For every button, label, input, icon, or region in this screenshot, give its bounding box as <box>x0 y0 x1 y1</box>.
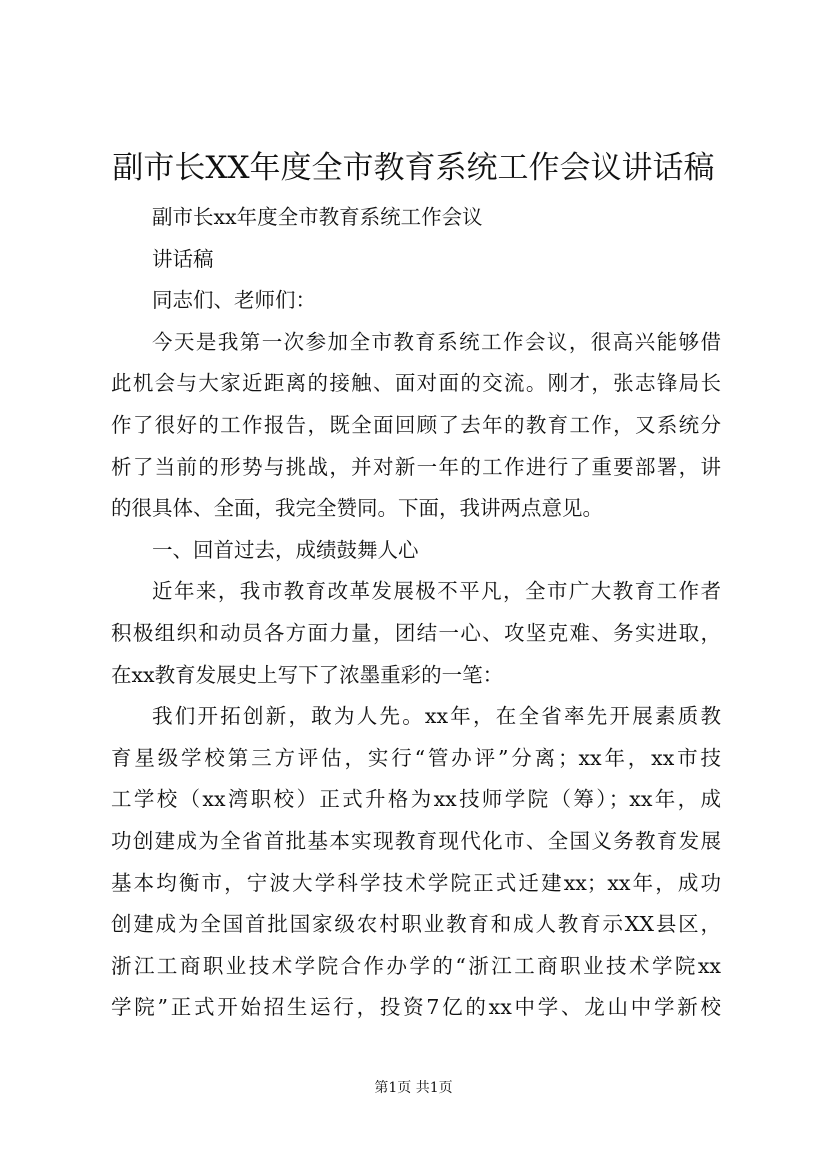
body-line: 基本均衡市，宁波大学科学技术学院正式迁建xx；xx年，成功 <box>111 870 721 895</box>
body-line: 我们开拓创新，敢为人先。xx年，在全省率先开展素质教 <box>152 704 721 729</box>
document-body <box>111 197 721 1029</box>
document-title: 副市长XX年度全市教育系统工作会议讲话稿 <box>112 150 715 186</box>
section-heading: 一、回首过去，成绩鼓舞人心 <box>152 537 419 562</box>
body-line: 析了当前的形势与挑战，并对新一年的工作进行了重要部署，讲 <box>111 454 721 479</box>
body-line: 创建成为全国首批国家级农村职业教育和成人教育示XX县区， <box>111 912 721 937</box>
body-line: 工学校（xx湾职校）正式升格为xx技师学院（筹）；xx年，成 <box>111 787 721 812</box>
body-line: 育星级学校第三方评估，实行“管办评”分离；xx年，xx市技 <box>111 745 721 770</box>
body-line: 浙江工商职业技术学院合作办学的“浙江工商职业技术学院xx <box>111 953 721 978</box>
body-line: 作了很好的工作报告，既全面回顾了去年的教育工作，又系统分 <box>111 412 721 437</box>
body-line: 近年来，我市教育改革发展极不平凡，全市广大教育工作者 <box>152 579 721 604</box>
body-line: 积极组织和动员各方面力量，团结一心、攻坚克难、务实进取， <box>111 620 721 645</box>
page-footer: 第1页 共1页 <box>374 1080 453 1096</box>
body-line: 学院”正式开始招生运行，投资7亿的xx中学、龙山中学新校 <box>111 995 721 1020</box>
body-line: 今天是我第一次参加全市教育系统工作会议，很高兴能够借 <box>152 329 721 354</box>
body-line: 讲话稿 <box>152 246 214 271</box>
salutation-line: 同志们、老师们： <box>152 288 316 313</box>
body-line: 功创建成为全省首批基本实现教育现代化市、全国义务教育发展 <box>111 828 721 853</box>
body-line: 此机会与大家近距离的接触、面对面的交流。刚才，张志锋局长 <box>111 371 721 396</box>
body-line: 的很具体、全面，我完全赞同。下面，我讲两点意见。 <box>111 496 603 521</box>
body-line: 副市长xx年度全市教育系统工作会议 <box>152 205 483 229</box>
body-line: 在xx教育发展史上写下了浓墨重彩的一笔： <box>111 662 504 687</box>
